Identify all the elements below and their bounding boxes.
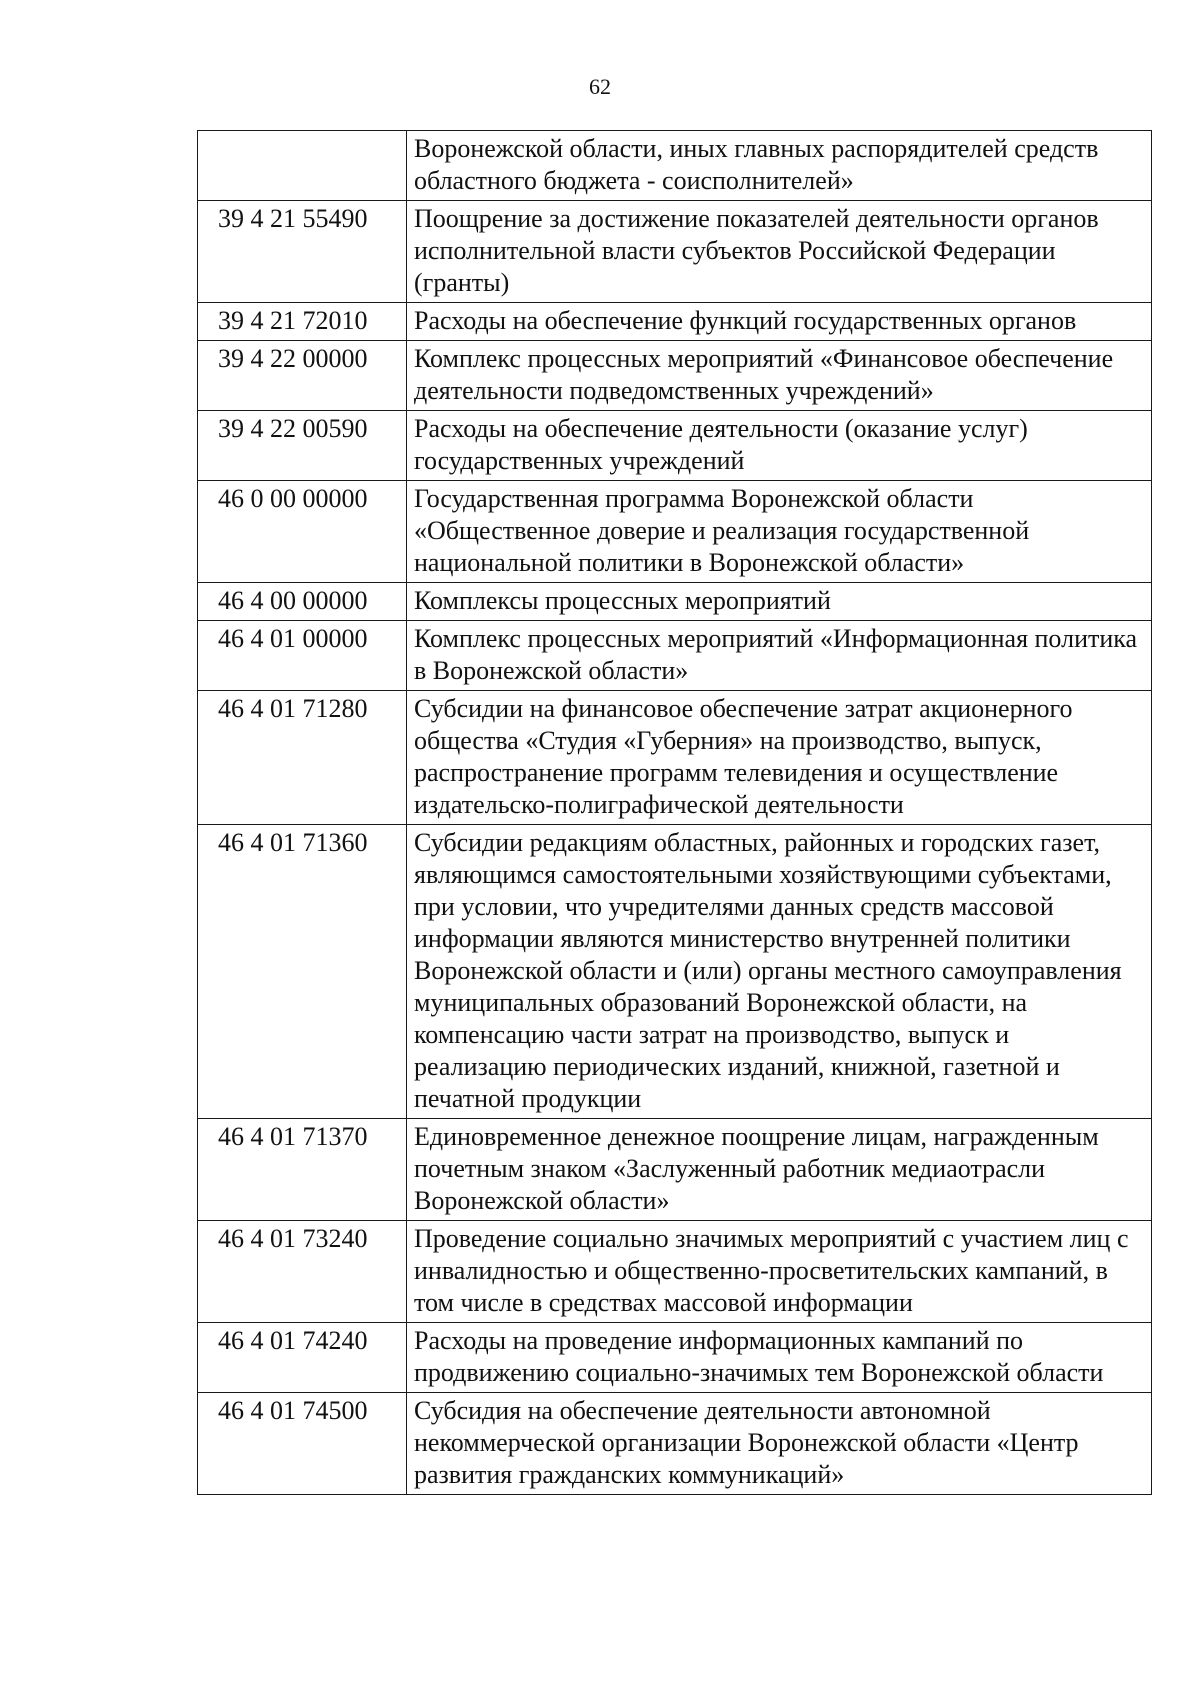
code-cell: 46 4 01 71280 — [198, 691, 407, 825]
table-row — [198, 583, 1152, 621]
table-row — [198, 1221, 1152, 1323]
table-row — [198, 341, 1152, 411]
page-number: 62 — [589, 74, 611, 99]
code-cell: 39 4 22 00590 — [198, 411, 407, 481]
description-cell: Расходы на обеспечение функций государственных органов — [407, 303, 1152, 341]
code-cell: 46 4 01 71370 — [198, 1119, 407, 1221]
table-row — [198, 1323, 1152, 1393]
description-cell: Комплексы процессных мероприятий — [407, 583, 1152, 621]
description-cell: Расходы на обеспечение деятельности (оказание услуг) государственных учреждений — [407, 411, 1152, 481]
table-row — [198, 1119, 1152, 1221]
description-cell: Комплекс процессных мероприятий «Информационная политика в Воронежской области» — [407, 621, 1152, 691]
budget-code-table — [197, 130, 1152, 1495]
table-row — [198, 131, 1152, 201]
table-row — [198, 1393, 1152, 1495]
code-cell: 46 4 01 74500 — [198, 1393, 407, 1495]
table-row — [198, 691, 1152, 825]
description-cell: Субсидия на обеспечение деятельности автономной некоммерческой организации Воронежской области «Центр развития гражданских коммуникаций» — [407, 1393, 1152, 1495]
code-cell: 39 4 22 00000 — [198, 341, 407, 411]
description-cell: Субсидии на финансовое обеспечение затрат акционерного общества «Студия «Губерния» на производство, выпуск, распространение программ телевидения и осуществление издательско-полиграфической деятельности — [407, 691, 1152, 825]
table-row — [198, 621, 1152, 691]
code-cell: 46 0 00 00000 — [198, 481, 407, 583]
description-cell: Воронежской области, иных главных распорядителей средств областного бюджета - соисполнителей» — [407, 131, 1152, 201]
code-cell: 46 4 01 00000 — [198, 621, 407, 691]
description-cell: Субсидии редакциям областных, районных и городских газет, являющимся самостоятельными хозяйствующими субъектами, при условии, что учредителями данных средств массовой информации являются министерство внутренней политики Воронежской области и (или) органы местного самоуправления муниципальных образований Воронежской области, на компенсацию части затрат на производство, выпуск и реализацию периодических изданий, книжной, газетной и печатной продукции — [407, 825, 1152, 1119]
code-cell — [198, 131, 407, 201]
table-row — [198, 303, 1152, 341]
code-cell: 46 4 01 71360 — [198, 825, 407, 1119]
code-cell: 39 4 21 72010 — [198, 303, 407, 341]
code-cell: 46 4 00 00000 — [198, 583, 407, 621]
description-cell: Расходы на проведение информационных кампаний по продвижению социально-значимых тем Воронежской области — [407, 1323, 1152, 1393]
description-cell: Государственная программа Воронежской области «Общественное доверие и реализация государственной национальной политики в Воронежской области» — [407, 481, 1152, 583]
description-cell: Комплекс процессных мероприятий «Финансовое обеспечение деятельности подведомственных учреждений» — [407, 341, 1152, 411]
description-cell: Поощрение за достижение показателей деятельности органов исполнительной власти субъектов Российской Федерации (гранты) — [407, 201, 1152, 303]
description-cell: Единовременное денежное поощрение лицам, награжденным почетным знаком «Заслуженный работник медиаотрасли Воронежской области» — [407, 1119, 1152, 1221]
table-row — [198, 825, 1152, 1119]
table-row — [198, 411, 1152, 481]
table-row — [198, 481, 1152, 583]
code-cell: 46 4 01 74240 — [198, 1323, 407, 1393]
table-row — [198, 201, 1152, 303]
description-cell: Проведение социально значимых мероприятий с участием лиц с инвалидностью и общественно-просветительских кампаний, в том числе в средствах массовой информации — [407, 1221, 1152, 1323]
code-cell: 39 4 21 55490 — [198, 201, 407, 303]
code-cell: 46 4 01 73240 — [198, 1221, 407, 1323]
